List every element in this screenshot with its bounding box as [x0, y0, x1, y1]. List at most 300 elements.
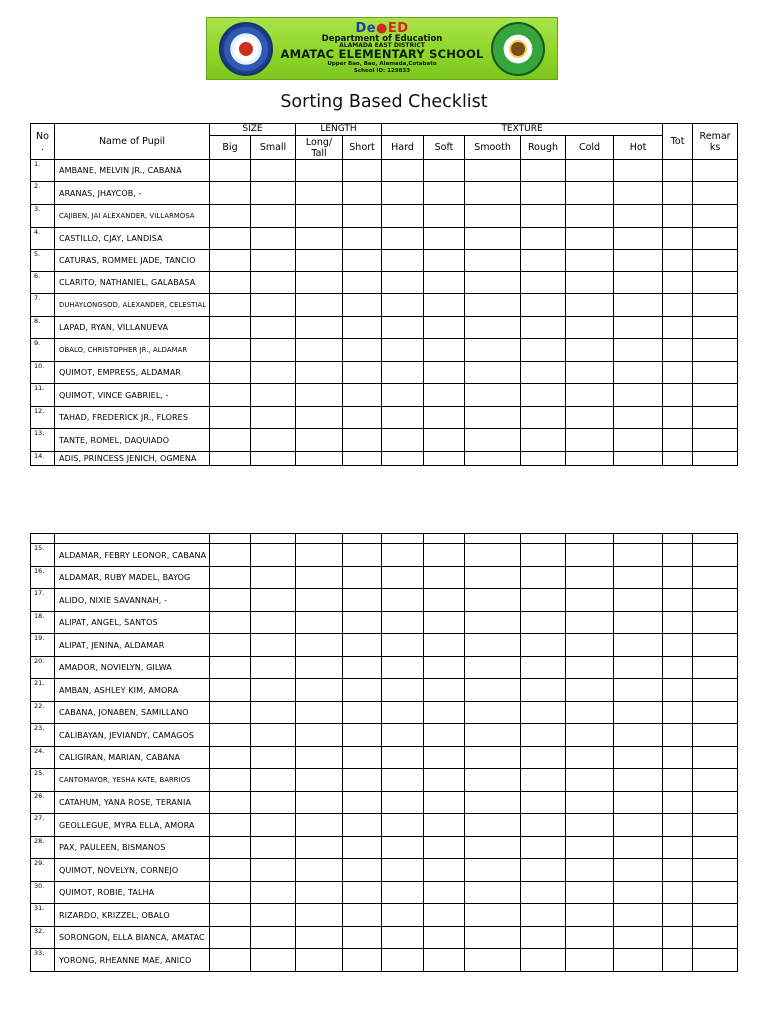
checklist-cell[interactable] — [663, 228, 693, 250]
checklist-cell[interactable] — [663, 657, 693, 679]
checklist-cell[interactable] — [382, 724, 424, 747]
checklist-cell[interactable] — [424, 205, 465, 228]
checklist-cell[interactable] — [382, 814, 424, 837]
checklist-cell[interactable] — [251, 792, 296, 814]
checklist-cell[interactable] — [663, 272, 693, 294]
checklist-cell[interactable] — [343, 747, 382, 769]
checklist-cell[interactable] — [521, 294, 566, 317]
checklist-cell[interactable] — [614, 747, 663, 769]
checklist-cell[interactable] — [382, 384, 424, 407]
checklist-cell[interactable] — [343, 384, 382, 407]
checklist-cell[interactable] — [296, 339, 343, 362]
checklist-cell[interactable] — [343, 949, 382, 972]
checklist-cell[interactable] — [566, 657, 614, 679]
checklist-cell[interactable] — [296, 317, 343, 339]
checklist-cell[interactable] — [210, 317, 251, 339]
checklist-cell[interactable] — [296, 452, 343, 466]
checklist-cell[interactable] — [424, 294, 465, 317]
checklist-cell[interactable] — [424, 429, 465, 452]
checklist-cell[interactable] — [465, 612, 521, 634]
checklist-cell[interactable] — [424, 182, 465, 205]
checklist-cell[interactable] — [210, 294, 251, 317]
checklist-cell[interactable] — [251, 452, 296, 466]
checklist-cell[interactable] — [566, 362, 614, 384]
checklist-cell[interactable] — [424, 362, 465, 384]
checklist-cell[interactable] — [296, 814, 343, 837]
checklist-cell[interactable] — [614, 724, 663, 747]
checklist-cell[interactable] — [296, 837, 343, 859]
checklist-cell[interactable] — [693, 837, 738, 859]
checklist-cell[interactable] — [663, 544, 693, 567]
checklist-cell[interactable] — [251, 657, 296, 679]
checklist-cell[interactable] — [521, 205, 566, 228]
checklist-cell[interactable] — [210, 634, 251, 657]
checklist-cell[interactable] — [210, 544, 251, 567]
checklist-cell[interactable] — [566, 904, 614, 927]
checklist-cell[interactable] — [693, 949, 738, 972]
checklist-cell[interactable] — [521, 544, 566, 567]
checklist-cell[interactable] — [566, 294, 614, 317]
checklist-cell[interactable] — [424, 339, 465, 362]
checklist-cell[interactable] — [521, 362, 566, 384]
checklist-cell[interactable] — [663, 747, 693, 769]
checklist-cell[interactable] — [566, 612, 614, 634]
checklist-cell[interactable] — [424, 657, 465, 679]
checklist-cell[interactable] — [382, 612, 424, 634]
checklist-cell[interactable] — [296, 747, 343, 769]
checklist-cell[interactable] — [296, 769, 343, 792]
checklist-cell[interactable] — [663, 792, 693, 814]
checklist-cell[interactable] — [251, 837, 296, 859]
checklist-cell[interactable] — [693, 657, 738, 679]
checklist-cell[interactable] — [663, 294, 693, 317]
checklist-cell[interactable] — [382, 339, 424, 362]
checklist-cell[interactable] — [566, 724, 614, 747]
checklist-cell[interactable] — [693, 407, 738, 429]
checklist-cell[interactable] — [465, 904, 521, 927]
checklist-cell[interactable] — [210, 949, 251, 972]
checklist-cell[interactable] — [382, 859, 424, 882]
checklist-cell[interactable] — [210, 567, 251, 589]
checklist-cell[interactable] — [566, 160, 614, 182]
checklist-cell[interactable] — [614, 272, 663, 294]
checklist-cell[interactable] — [424, 160, 465, 182]
checklist-cell[interactable] — [465, 634, 521, 657]
checklist-cell[interactable] — [382, 792, 424, 814]
checklist-cell[interactable] — [343, 544, 382, 567]
checklist-cell[interactable] — [693, 272, 738, 294]
checklist-cell[interactable] — [382, 769, 424, 792]
checklist-cell[interactable] — [663, 205, 693, 228]
checklist-cell[interactable] — [210, 747, 251, 769]
checklist-cell[interactable] — [382, 362, 424, 384]
checklist-cell[interactable] — [693, 634, 738, 657]
checklist-cell[interactable] — [343, 589, 382, 612]
checklist-cell[interactable] — [210, 272, 251, 294]
checklist-cell[interactable] — [296, 904, 343, 927]
checklist-cell[interactable] — [566, 250, 614, 272]
checklist-cell[interactable] — [663, 317, 693, 339]
checklist-cell[interactable] — [614, 544, 663, 567]
checklist-cell[interactable] — [210, 792, 251, 814]
checklist-cell[interactable] — [343, 837, 382, 859]
checklist-cell[interactable] — [382, 429, 424, 452]
checklist-cell[interactable] — [343, 228, 382, 250]
checklist-cell[interactable] — [521, 182, 566, 205]
checklist-cell[interactable] — [614, 452, 663, 466]
checklist-cell[interactable] — [663, 567, 693, 589]
checklist-cell[interactable] — [614, 612, 663, 634]
checklist-cell[interactable] — [465, 339, 521, 362]
checklist-cell[interactable] — [693, 384, 738, 407]
checklist-cell[interactable] — [296, 407, 343, 429]
checklist-cell[interactable] — [424, 837, 465, 859]
checklist-cell[interactable] — [663, 407, 693, 429]
checklist-cell[interactable] — [614, 949, 663, 972]
checklist-cell[interactable] — [614, 294, 663, 317]
checklist-cell[interactable] — [693, 724, 738, 747]
checklist-cell[interactable] — [663, 679, 693, 702]
checklist-cell[interactable] — [343, 567, 382, 589]
checklist-cell[interactable] — [343, 160, 382, 182]
checklist-cell[interactable] — [663, 612, 693, 634]
checklist-cell[interactable] — [663, 949, 693, 972]
checklist-cell[interactable] — [566, 429, 614, 452]
checklist-cell[interactable] — [693, 452, 738, 466]
checklist-cell[interactable] — [296, 882, 343, 904]
checklist-cell[interactable] — [566, 882, 614, 904]
checklist-cell[interactable] — [465, 837, 521, 859]
checklist-cell[interactable] — [382, 837, 424, 859]
checklist-cell[interactable] — [521, 837, 566, 859]
checklist-cell[interactable] — [424, 814, 465, 837]
checklist-cell[interactable] — [296, 544, 343, 567]
checklist-cell[interactable] — [210, 769, 251, 792]
checklist-cell[interactable] — [424, 228, 465, 250]
checklist-cell[interactable] — [424, 792, 465, 814]
checklist-cell[interactable] — [465, 949, 521, 972]
checklist-cell[interactable] — [343, 769, 382, 792]
checklist-cell[interactable] — [251, 362, 296, 384]
checklist-cell[interactable] — [251, 882, 296, 904]
checklist-cell[interactable] — [614, 679, 663, 702]
checklist-cell[interactable] — [521, 949, 566, 972]
checklist-cell[interactable] — [521, 228, 566, 250]
checklist-cell[interactable] — [424, 612, 465, 634]
checklist-cell[interactable] — [614, 384, 663, 407]
checklist-cell[interactable] — [566, 205, 614, 228]
checklist-cell[interactable] — [210, 384, 251, 407]
checklist-cell[interactable] — [424, 567, 465, 589]
checklist-cell[interactable] — [663, 859, 693, 882]
checklist-cell[interactable] — [296, 294, 343, 317]
checklist-cell[interactable] — [343, 205, 382, 228]
checklist-cell[interactable] — [210, 339, 251, 362]
checklist-cell[interactable] — [424, 949, 465, 972]
checklist-cell[interactable] — [663, 362, 693, 384]
checklist-cell[interactable] — [382, 927, 424, 949]
checklist-cell[interactable] — [566, 792, 614, 814]
checklist-cell[interactable] — [614, 362, 663, 384]
checklist-cell[interactable] — [251, 949, 296, 972]
checklist-cell[interactable] — [382, 544, 424, 567]
checklist-cell[interactable] — [251, 904, 296, 927]
checklist-cell[interactable] — [693, 769, 738, 792]
checklist-cell[interactable] — [465, 182, 521, 205]
checklist-cell[interactable] — [465, 792, 521, 814]
checklist-cell[interactable] — [693, 228, 738, 250]
checklist-cell[interactable] — [210, 927, 251, 949]
checklist-cell[interactable] — [382, 702, 424, 724]
checklist-cell[interactable] — [465, 814, 521, 837]
checklist-cell[interactable] — [343, 429, 382, 452]
checklist-cell[interactable] — [521, 407, 566, 429]
checklist-cell[interactable] — [343, 702, 382, 724]
checklist-cell[interactable] — [382, 657, 424, 679]
checklist-cell[interactable] — [382, 228, 424, 250]
checklist-cell[interactable] — [614, 927, 663, 949]
checklist-cell[interactable] — [343, 612, 382, 634]
checklist-cell[interactable] — [382, 250, 424, 272]
checklist-cell[interactable] — [210, 589, 251, 612]
checklist-cell[interactable] — [693, 362, 738, 384]
checklist-cell[interactable] — [382, 272, 424, 294]
checklist-cell[interactable] — [663, 634, 693, 657]
checklist-cell[interactable] — [614, 160, 663, 182]
checklist-cell[interactable] — [343, 859, 382, 882]
checklist-cell[interactable] — [566, 452, 614, 466]
checklist-cell[interactable] — [343, 272, 382, 294]
checklist-cell[interactable] — [614, 814, 663, 837]
checklist-cell[interactable] — [521, 339, 566, 362]
checklist-cell[interactable] — [251, 814, 296, 837]
checklist-cell[interactable] — [343, 724, 382, 747]
checklist-cell[interactable] — [614, 228, 663, 250]
checklist-cell[interactable] — [614, 339, 663, 362]
checklist-cell[interactable] — [343, 452, 382, 466]
checklist-cell[interactable] — [663, 384, 693, 407]
checklist-cell[interactable] — [521, 272, 566, 294]
checklist-cell[interactable] — [663, 452, 693, 466]
checklist-cell[interactable] — [663, 589, 693, 612]
checklist-cell[interactable] — [693, 294, 738, 317]
checklist-cell[interactable] — [210, 182, 251, 205]
checklist-cell[interactable] — [296, 429, 343, 452]
checklist-cell[interactable] — [693, 160, 738, 182]
checklist-cell[interactable] — [424, 702, 465, 724]
checklist-cell[interactable] — [210, 657, 251, 679]
checklist-cell[interactable] — [566, 859, 614, 882]
checklist-cell[interactable] — [251, 429, 296, 452]
checklist-cell[interactable] — [343, 814, 382, 837]
checklist-cell[interactable] — [251, 724, 296, 747]
checklist-cell[interactable] — [521, 250, 566, 272]
checklist-cell[interactable] — [382, 294, 424, 317]
checklist-cell[interactable] — [521, 384, 566, 407]
checklist-cell[interactable] — [251, 589, 296, 612]
checklist-cell[interactable] — [210, 362, 251, 384]
checklist-cell[interactable] — [614, 792, 663, 814]
checklist-cell[interactable] — [521, 927, 566, 949]
checklist-cell[interactable] — [382, 160, 424, 182]
checklist-cell[interactable] — [296, 927, 343, 949]
checklist-cell[interactable] — [382, 949, 424, 972]
checklist-cell[interactable] — [465, 679, 521, 702]
checklist-cell[interactable] — [566, 317, 614, 339]
checklist-cell[interactable] — [251, 544, 296, 567]
checklist-cell[interactable] — [296, 859, 343, 882]
checklist-cell[interactable] — [343, 339, 382, 362]
checklist-cell[interactable] — [424, 272, 465, 294]
checklist-cell[interactable] — [210, 904, 251, 927]
checklist-cell[interactable] — [614, 429, 663, 452]
checklist-cell[interactable] — [521, 882, 566, 904]
checklist-cell[interactable] — [566, 949, 614, 972]
checklist-cell[interactable] — [465, 384, 521, 407]
checklist-cell[interactable] — [296, 205, 343, 228]
checklist-cell[interactable] — [382, 882, 424, 904]
checklist-cell[interactable] — [614, 702, 663, 724]
checklist-cell[interactable] — [424, 679, 465, 702]
checklist-cell[interactable] — [663, 429, 693, 452]
checklist-cell[interactable] — [465, 205, 521, 228]
checklist-cell[interactable] — [251, 702, 296, 724]
checklist-cell[interactable] — [424, 724, 465, 747]
checklist-cell[interactable] — [521, 859, 566, 882]
checklist-cell[interactable] — [566, 182, 614, 205]
checklist-cell[interactable] — [614, 182, 663, 205]
checklist-cell[interactable] — [693, 250, 738, 272]
checklist-cell[interactable] — [521, 634, 566, 657]
checklist-cell[interactable] — [521, 160, 566, 182]
checklist-cell[interactable] — [465, 160, 521, 182]
checklist-cell[interactable] — [465, 747, 521, 769]
checklist-cell[interactable] — [566, 679, 614, 702]
checklist-cell[interactable] — [343, 679, 382, 702]
checklist-cell[interactable] — [465, 882, 521, 904]
checklist-cell[interactable] — [424, 544, 465, 567]
checklist-cell[interactable] — [343, 250, 382, 272]
checklist-cell[interactable] — [296, 567, 343, 589]
checklist-cell[interactable] — [614, 859, 663, 882]
checklist-cell[interactable] — [251, 228, 296, 250]
checklist-cell[interactable] — [521, 702, 566, 724]
checklist-cell[interactable] — [663, 769, 693, 792]
checklist-cell[interactable] — [296, 612, 343, 634]
checklist-cell[interactable] — [296, 679, 343, 702]
checklist-cell[interactable] — [663, 837, 693, 859]
checklist-cell[interactable] — [521, 589, 566, 612]
checklist-cell[interactable] — [296, 362, 343, 384]
checklist-cell[interactable] — [424, 904, 465, 927]
checklist-cell[interactable] — [566, 747, 614, 769]
checklist-cell[interactable] — [210, 837, 251, 859]
checklist-cell[interactable] — [251, 272, 296, 294]
checklist-cell[interactable] — [663, 182, 693, 205]
checklist-cell[interactable] — [566, 567, 614, 589]
checklist-cell[interactable] — [382, 205, 424, 228]
checklist-cell[interactable] — [424, 747, 465, 769]
checklist-cell[interactable] — [296, 724, 343, 747]
checklist-cell[interactable] — [663, 724, 693, 747]
checklist-cell[interactable] — [566, 544, 614, 567]
checklist-cell[interactable] — [382, 182, 424, 205]
checklist-cell[interactable] — [465, 724, 521, 747]
checklist-cell[interactable] — [424, 384, 465, 407]
checklist-cell[interactable] — [614, 567, 663, 589]
checklist-cell[interactable] — [614, 634, 663, 657]
checklist-cell[interactable] — [693, 339, 738, 362]
checklist-cell[interactable] — [566, 814, 614, 837]
checklist-cell[interactable] — [521, 679, 566, 702]
checklist-cell[interactable] — [382, 317, 424, 339]
checklist-cell[interactable] — [382, 904, 424, 927]
checklist-cell[interactable] — [663, 339, 693, 362]
checklist-cell[interactable] — [693, 927, 738, 949]
checklist-cell[interactable] — [251, 182, 296, 205]
checklist-cell[interactable] — [251, 294, 296, 317]
checklist-cell[interactable] — [566, 272, 614, 294]
checklist-cell[interactable] — [296, 272, 343, 294]
checklist-cell[interactable] — [693, 612, 738, 634]
checklist-cell[interactable] — [296, 384, 343, 407]
checklist-cell[interactable] — [424, 882, 465, 904]
checklist-cell[interactable] — [210, 679, 251, 702]
checklist-cell[interactable] — [251, 859, 296, 882]
checklist-cell[interactable] — [251, 567, 296, 589]
checklist-cell[interactable] — [343, 362, 382, 384]
checklist-cell[interactable] — [521, 567, 566, 589]
checklist-cell[interactable] — [614, 657, 663, 679]
checklist-cell[interactable] — [210, 228, 251, 250]
checklist-cell[interactable] — [663, 927, 693, 949]
checklist-cell[interactable] — [693, 544, 738, 567]
checklist-cell[interactable] — [343, 407, 382, 429]
checklist-cell[interactable] — [251, 339, 296, 362]
checklist-cell[interactable] — [296, 182, 343, 205]
checklist-cell[interactable] — [343, 927, 382, 949]
checklist-cell[interactable] — [210, 814, 251, 837]
checklist-cell[interactable] — [614, 837, 663, 859]
checklist-cell[interactable] — [343, 882, 382, 904]
checklist-cell[interactable] — [210, 160, 251, 182]
checklist-cell[interactable] — [663, 882, 693, 904]
checklist-cell[interactable] — [343, 904, 382, 927]
checklist-cell[interactable] — [382, 634, 424, 657]
checklist-cell[interactable] — [614, 205, 663, 228]
checklist-cell[interactable] — [465, 272, 521, 294]
checklist-cell[interactable] — [382, 747, 424, 769]
checklist-cell[interactable] — [663, 250, 693, 272]
checklist-cell[interactable] — [424, 250, 465, 272]
checklist-cell[interactable] — [614, 407, 663, 429]
checklist-cell[interactable] — [693, 205, 738, 228]
checklist-cell[interactable] — [210, 429, 251, 452]
checklist-cell[interactable] — [521, 317, 566, 339]
checklist-cell[interactable] — [424, 317, 465, 339]
checklist-cell[interactable] — [424, 769, 465, 792]
checklist-cell[interactable] — [296, 657, 343, 679]
checklist-cell[interactable] — [251, 634, 296, 657]
checklist-cell[interactable] — [343, 294, 382, 317]
checklist-cell[interactable] — [424, 927, 465, 949]
checklist-cell[interactable] — [343, 657, 382, 679]
checklist-cell[interactable] — [693, 814, 738, 837]
checklist-cell[interactable] — [465, 362, 521, 384]
checklist-cell[interactable] — [521, 747, 566, 769]
checklist-cell[interactable] — [210, 205, 251, 228]
checklist-cell[interactable] — [521, 452, 566, 466]
